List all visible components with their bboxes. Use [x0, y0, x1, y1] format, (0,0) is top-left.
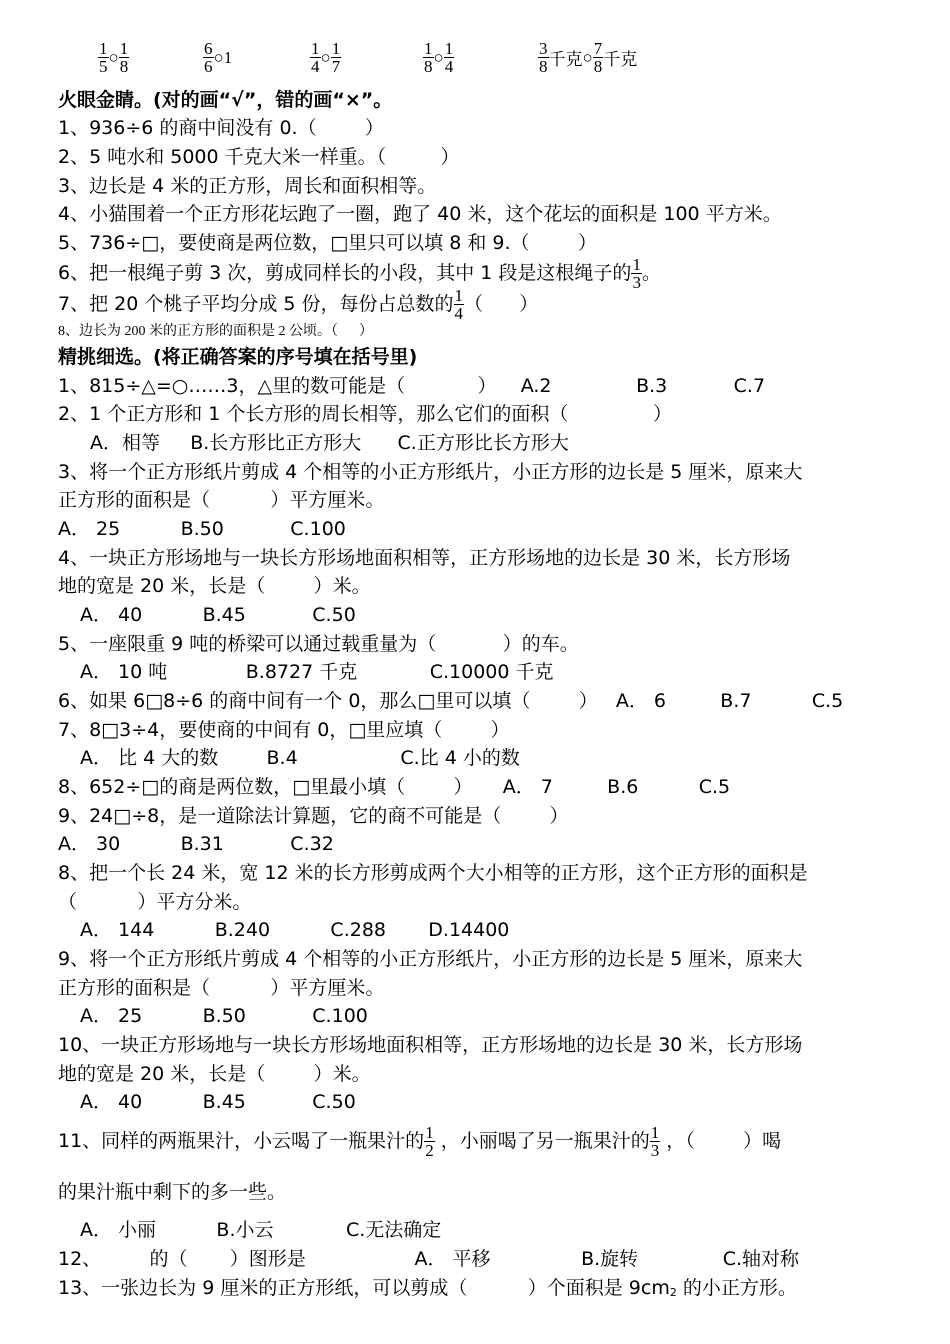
- tf-question-3: 3、边长是 4 米的正方形，周长和面积相等。: [58, 175, 437, 197]
- tf-question-6: 6、把一根绳子剪 3 次，剪成同样长的小段，其中 1 段是这根绳子的 $\frac{1}{3}$ 。: [58, 255, 661, 292]
- mc-question-15: 13、一张边长为 9 厘米的正方形纸，可以剪成（ ）个面积是 $9cm^2$ 的小正方形。: [58, 1277, 797, 1299]
- fraction-one-half: $\frac{1}{2}$: [425, 1123, 434, 1160]
- mc-question-12-options: A． 40 B.45 C.50: [80, 1091, 356, 1113]
- mc-question-4-line2: 地的宽是 20 米，长是（ ）米。: [58, 575, 371, 597]
- compare-item-5: $\frac{3}{8}$ 千克 ○ $\frac{7}{8}$ 千克: [539, 39, 638, 76]
- fraction-one-third-b: $\frac{1}{3}$: [650, 1123, 660, 1160]
- compare-item-4: $\frac{1}{8}$ ○ $\frac{1}{4}$: [424, 39, 454, 76]
- mc-question-10-line1: 8、把一个长 24 米，宽 12 米的长方形剪成两个大小相等的正方形，这个正方形的面积是: [58, 862, 808, 884]
- mc-question-3-line1: 3、将一个正方形纸片剪成 4 个相等的小正方形纸片，小正方形的边长是 5 厘米，原来大: [58, 461, 803, 483]
- tf-question-7: 7、把 20 个桃子平均分成 5 份，每份占总数的 $\frac{1}{4}$ （ ）: [58, 286, 539, 323]
- tf-question-8: 8、边长为 200 米的正方形的面积是 2 公顷。（ ）: [58, 324, 373, 339]
- mc-question-1: 1、815÷△=○……3，△里的数可能是（ ） A.2 B.3 C.7: [58, 375, 766, 397]
- mc-question-8: 8、652÷□的商是两位数，□里最小填（ ） A． 7 B.6 C.5: [58, 776, 731, 798]
- mc-question-9: 9、24□÷8，是一道除法计算题，它的商不可能是（ ）: [58, 805, 569, 827]
- mc-question-2-options: A．相等 B.长方形比正方形大 C.正方形比长方形大: [90, 432, 569, 454]
- mc-question-5: 5、一座限重 9 吨的桥梁可以通过载重量为（ ）的车。: [58, 633, 579, 655]
- section-multiple-choice-title: 精挑细选。(将正确答案的序号填在括号里): [58, 346, 418, 368]
- mc-question-11-options: A． 25 B.50 C.100: [80, 1005, 368, 1027]
- mc-question-10-options: A． 144 B.240 C.288 D.14400: [80, 919, 510, 941]
- mc-question-13-options: A． 小丽 B.小云 C.无法确定: [80, 1219, 442, 1241]
- section-true-false-title: 火眼金睛。(对的画“√”，错的画“×”。: [58, 89, 393, 111]
- mc-question-13-line1: 11、同样的两瓶果汁，小云喝了一瓶果汁的 $\frac{1}{2}$ ，小丽喝了另一瓶果汁的 $\frac{1}{3}$ ，（ ）喝: [58, 1123, 782, 1160]
- tf-question-5: 5、736÷□，要使商是两位数，□里只可以填 8 和 9.（ ）: [58, 232, 597, 254]
- mc-question-4-line1: 4、一块正方形场地与一块长方形场地面积相等，正方形场地的边长是 30 米，长方形场: [58, 547, 791, 569]
- mc-question-3-line2: 正方形的面积是（ ）平方厘米。: [58, 489, 385, 511]
- compare-item-2: $\frac{6}{6}$ ○ 1: [204, 39, 233, 76]
- mc-question-3-options: A． 25 B.50 C.100: [58, 518, 346, 540]
- fraction-one-quarter: $\frac{1}{4}$: [454, 286, 464, 323]
- tf-question-2: 2、5 吨水和 5000 千克大米一样重。（ ）: [58, 146, 460, 168]
- compare-item-3: $\frac{1}{4}$ ○ $\frac{1}{7}$: [311, 39, 341, 76]
- mc-question-12-line2: 地的宽是 20 米，长是（ ）米。: [58, 1063, 371, 1085]
- mc-question-5-options: A． 10 吨 B.8727 千克 C.10000 千克: [80, 661, 554, 683]
- mc-question-9-options: A． 30 B.31 C.32: [58, 833, 334, 855]
- mc-question-11-line2: 正方形的面积是（ ）平方厘米。: [58, 977, 385, 999]
- mc-question-7: 7、8□3÷4，要使商的中间有 0，□里应填（ ）: [58, 719, 510, 741]
- mc-question-12-line1: 10、一块正方形场地与一块长方形场地面积相等，正方形场地的边长是 30 米，长方形场: [58, 1034, 803, 1056]
- mc-question-2: 2、1 个正方形和 1 个长方形的周长相等，那么它们的面积（ ）: [58, 403, 672, 425]
- mc-question-10-line2: （ ）平方分米。: [58, 891, 252, 913]
- tf-question-4: 4、小猫围着一个正方形花坛跑了一圈，跑了 40 米，这个花坛的面积是 100 平方米。: [58, 203, 782, 225]
- mc-question-13-line2: 的果汁瓶中剩下的多一些。: [58, 1181, 287, 1203]
- tf-question-1: 1、936÷6 的商中间没有 0.（ ）: [58, 117, 384, 139]
- mc-question-6: 6、如果 6□8÷6 的商中间有一个 0，那么□里可以填（ ） A． 6 B.7 C.5: [58, 690, 844, 712]
- compare-item-1: $\frac{1}{5}$ ○ $\frac{1}{8}$: [99, 39, 129, 76]
- mc-question-4-options: A． 40 B.45 C.50: [80, 604, 356, 626]
- mc-question-14: 12、 的（ ）图形是 A． 平移 B.旋转 C.轴对称: [58, 1248, 800, 1270]
- fraction-one-third: $\frac{1}{3}$: [632, 255, 641, 292]
- mc-question-11-line1: 9、将一个正方形纸片剪成 4 个相等的小正方形纸片，小正方形的边长是 5 厘米，原来大: [58, 948, 803, 970]
- mc-question-7-options: A． 比 4 大的数 B.4 C.比 4 小的数: [80, 747, 520, 769]
